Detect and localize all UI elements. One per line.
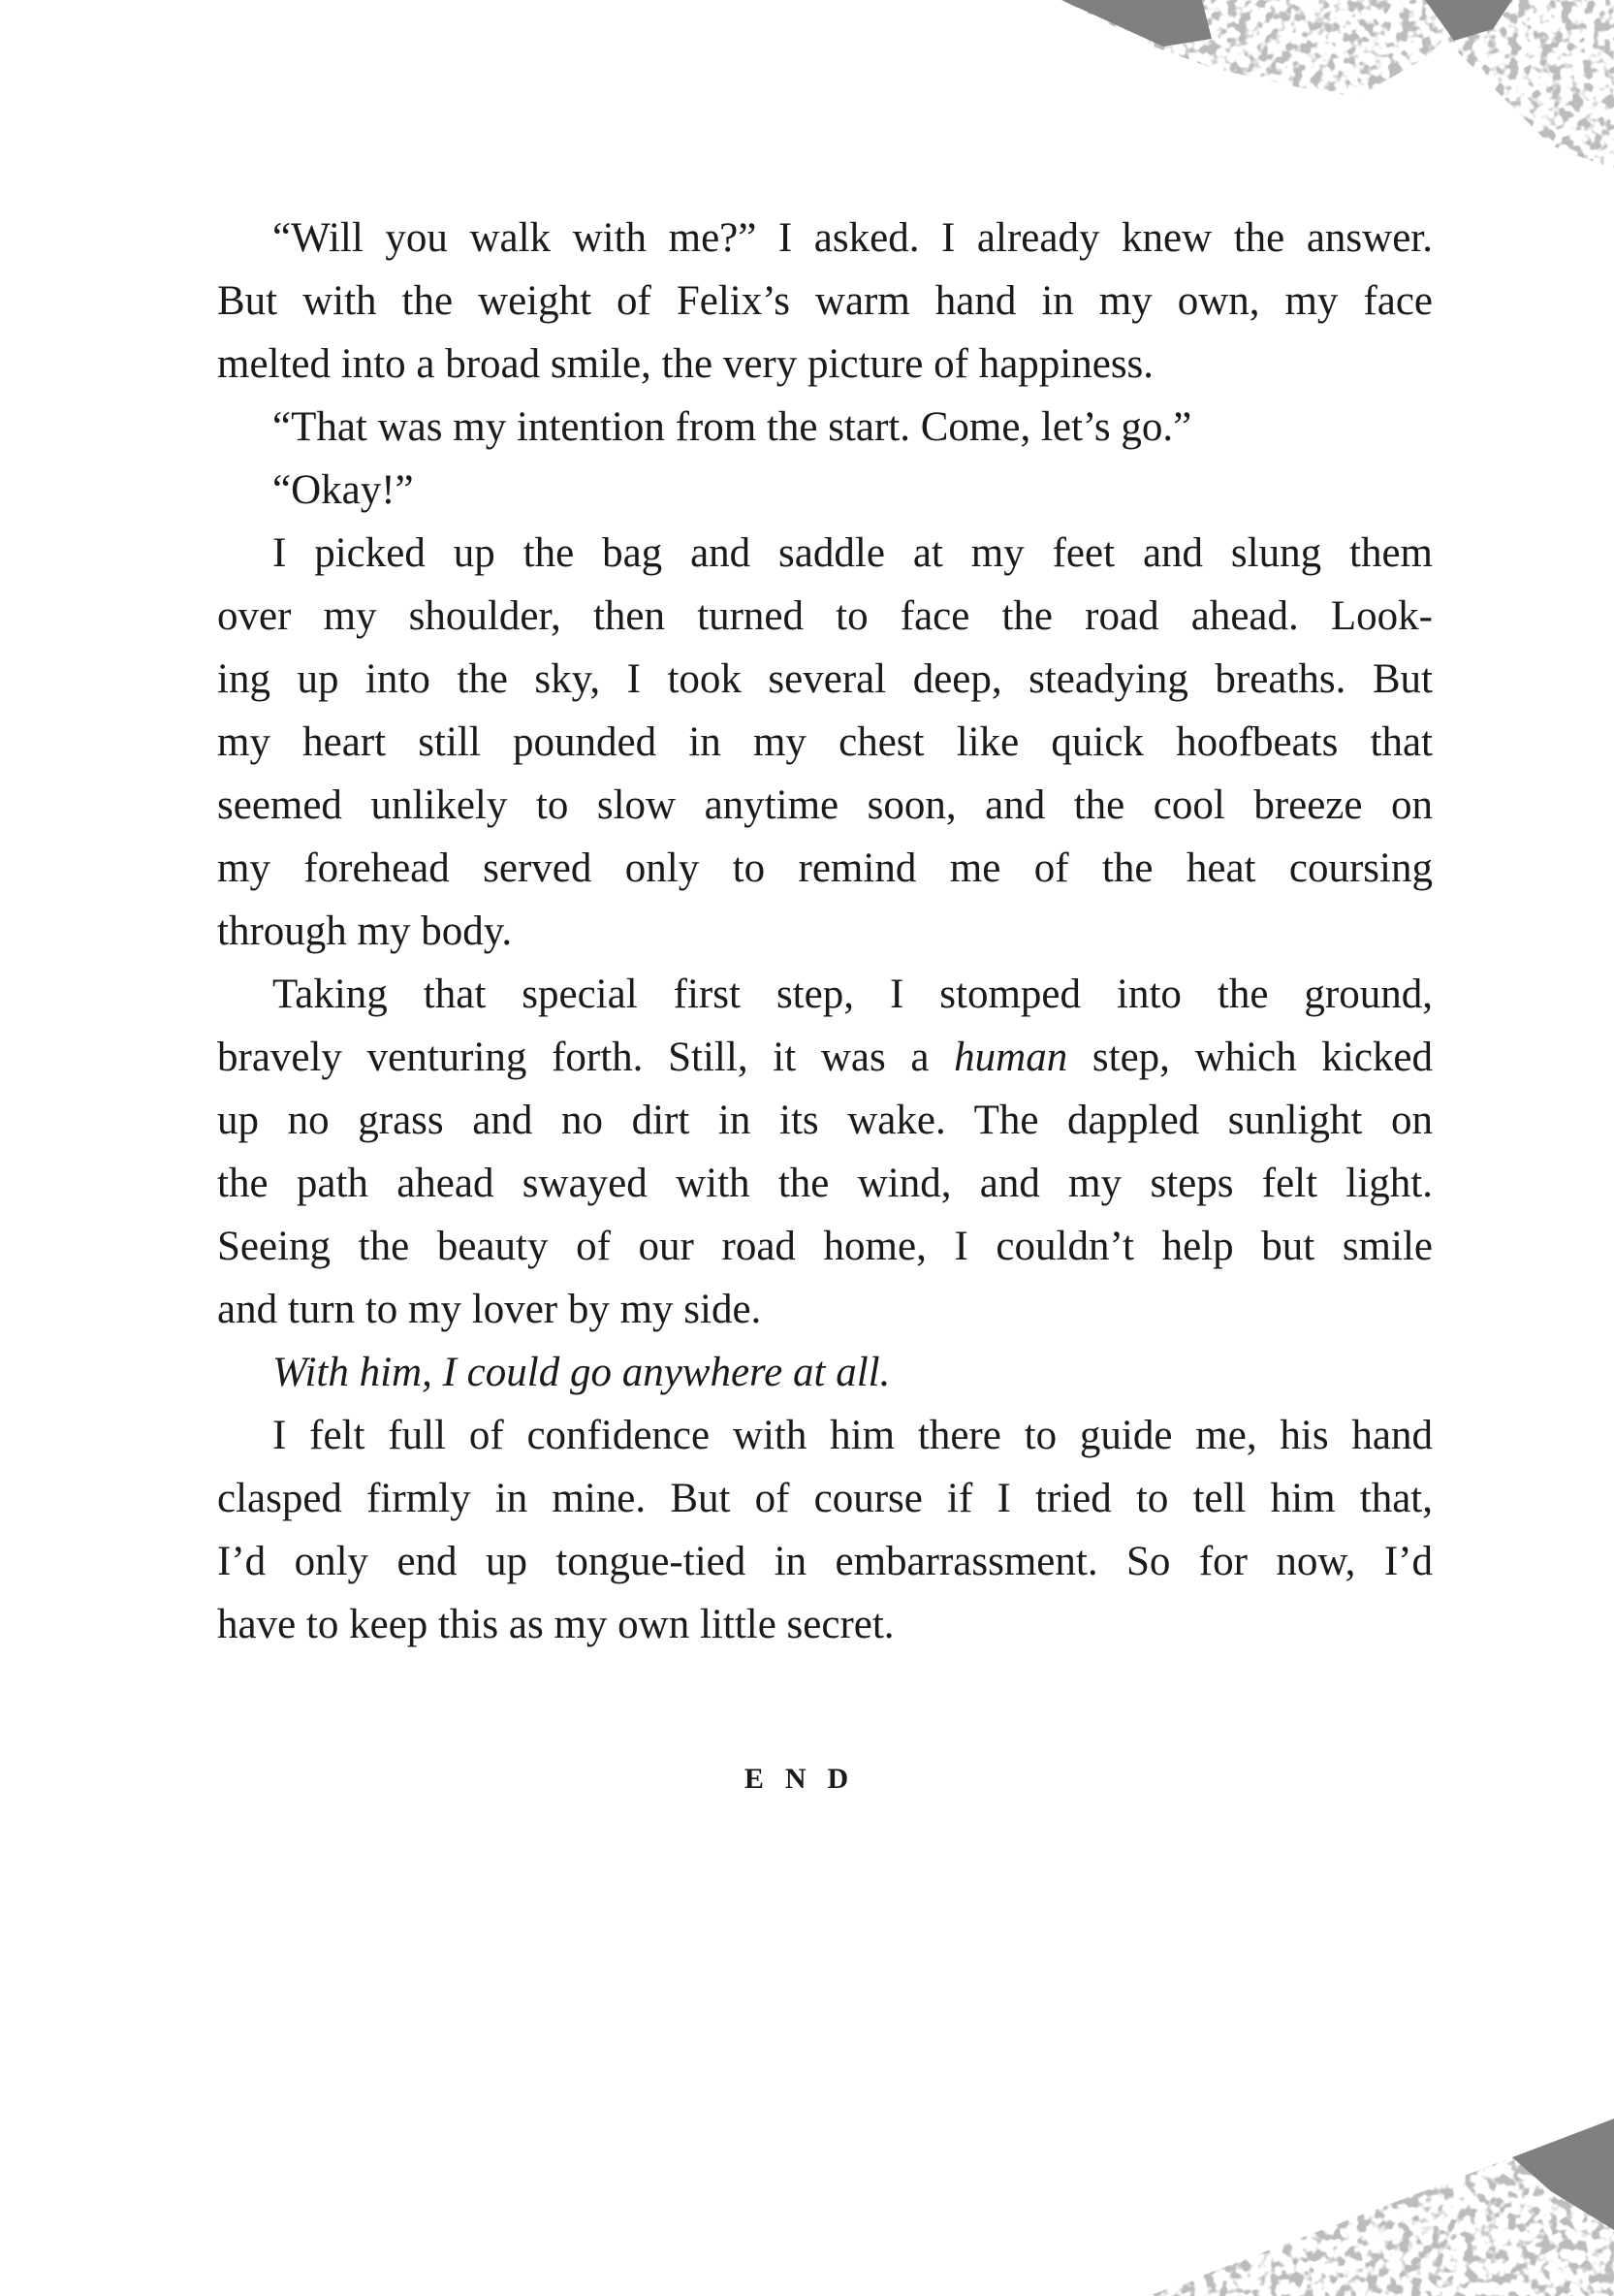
text-run: I felt full of confidence with him there to guide me, his hand <box>272 1413 1433 1458</box>
text-line <box>217 1341 1433 1404</box>
text-run: clasped firmly in mine. But of course if I tried to tell him that, <box>217 1476 1433 1521</box>
text-run: up no grass and no dirt in its wake. The dappled sunlight on <box>217 1098 1433 1143</box>
text-run: “Okay!” <box>272 467 414 513</box>
italic-text: With him, I could go anywhere at all. <box>272 1350 891 1395</box>
text-run: through my body. <box>217 909 513 954</box>
end-marker: END <box>744 1763 870 1795</box>
text-line <box>217 396 1433 459</box>
text-run: “That was my intention from the start. Come, let’s go.” <box>272 404 1192 450</box>
text-line <box>217 711 1433 774</box>
text-run: and turn to my lover by my side. <box>217 1287 762 1332</box>
text-line <box>217 1278 1433 1341</box>
body-text <box>217 207 1433 1656</box>
text-line <box>217 900 1433 963</box>
text-run: bravely venturing forth. Still, it was a <box>217 1035 955 1080</box>
text-run: have to keep this as my own little secret. <box>217 1602 895 1647</box>
text-line <box>217 1152 1433 1215</box>
text-line <box>217 270 1433 333</box>
text-run: But with the weight of Felix’s warm hand in my own, my face <box>217 278 1433 324</box>
text-run: Seeing the beauty of our road home, I couldn’t help but smile <box>217 1224 1433 1269</box>
text-line <box>217 522 1433 585</box>
text-line <box>217 963 1433 1026</box>
text-line <box>217 333 1433 396</box>
text-line <box>217 1530 1433 1593</box>
text-line <box>217 1215 1433 1278</box>
text-run: “Will you walk with me?” I asked. I already knew the answer. <box>272 215 1433 261</box>
text-run: ing up into the sky, I took several deep, steadying breaths. But <box>217 656 1433 702</box>
text-run: step, which kicked <box>1067 1035 1433 1080</box>
text-run: the path ahead swayed with the wind, and my steps felt light. <box>217 1161 1433 1206</box>
text-line <box>217 459 1433 522</box>
text-run: seemed unlikely to slow anytime soon, and the cool breeze on <box>217 782 1433 828</box>
text-run: Taking that special first step, I stomped into the ground, <box>272 972 1433 1017</box>
text-line <box>217 207 1433 270</box>
text-line <box>217 1593 1433 1656</box>
text-run: over my shoulder, then turned to face the road ahead. Look- <box>217 593 1433 639</box>
bottom-right-texture <box>1149 2119 1614 2296</box>
text-line <box>217 1467 1433 1530</box>
text-line <box>217 1404 1433 1467</box>
text-line <box>217 585 1433 648</box>
text-run: I picked up the bag and saddle at my feet and slung them <box>272 530 1433 576</box>
italic-text: human <box>954 1035 1068 1080</box>
text-line <box>217 1089 1433 1152</box>
top-right-texture <box>1061 0 1614 170</box>
text-run: melted into a broad smile, the very picture of happiness. <box>217 341 1155 387</box>
text-run: my heart still pounded in my chest like quick hoofbeats that <box>217 719 1433 765</box>
text-line <box>217 774 1433 837</box>
text-line <box>217 648 1433 711</box>
text-run: my forehead served only to remind me of the heat coursing <box>217 845 1433 891</box>
text-line <box>217 1026 1433 1089</box>
text-run: I’d only end up tongue-tied in embarrassment. So for now, I’d <box>217 1539 1433 1584</box>
text-line <box>217 837 1433 900</box>
